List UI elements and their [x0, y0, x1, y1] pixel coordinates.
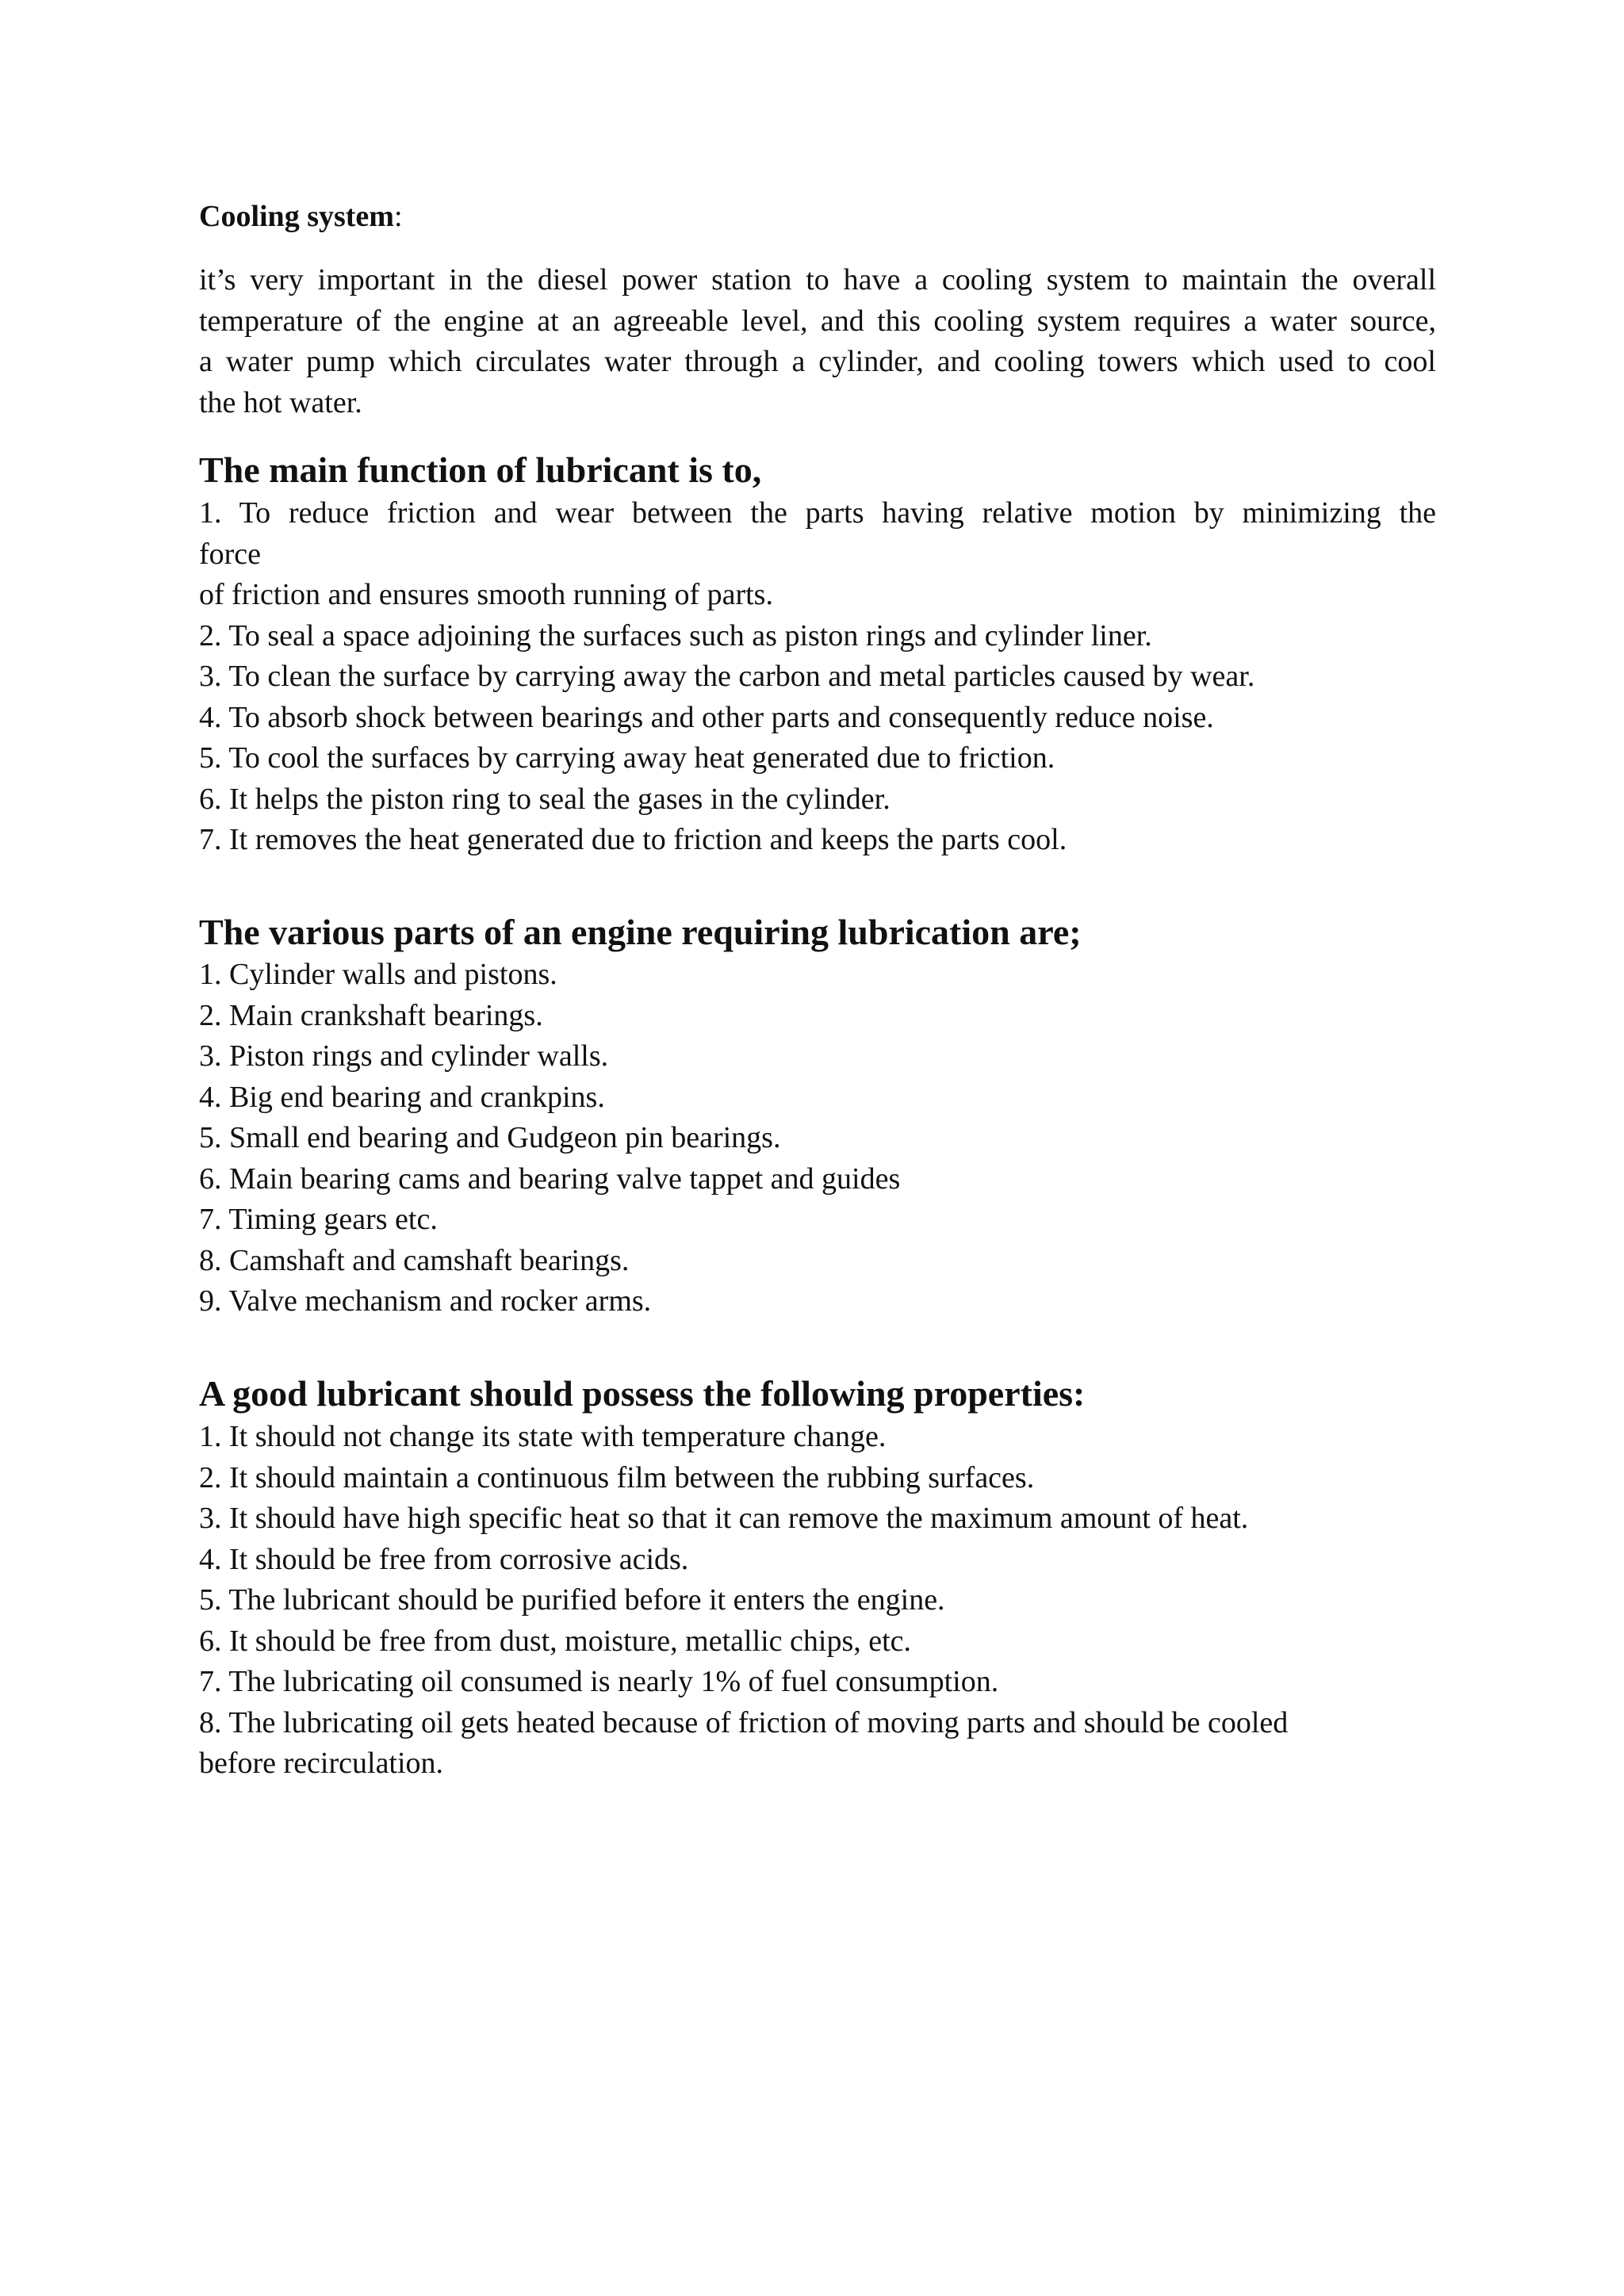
paragraph-line: the hot water.: [199, 385, 362, 419]
list-item: 6. It should be free from dust, moisture, metallic chips, etc.: [199, 1624, 912, 1658]
list-item: 9. Valve mechanism and rocker arms.: [199, 1284, 652, 1318]
list-item: 7. Timing gears etc.: [199, 1203, 438, 1236]
paragraph-line: it’s very important in the diesel power station to have a cooling system to maintain the overall: [199, 263, 1436, 297]
engine-parts-list: [199, 955, 1436, 1322]
list-item: 7. It removes the heat generated due to friction and keeps the parts cool.: [199, 823, 1067, 856]
cooling-system-paragraph: [199, 260, 1436, 423]
list-item: 6. Main bearing cams and bearing valve tappet and guides: [199, 1161, 901, 1196]
list-item-continuation: force: [199, 537, 262, 571]
list-item: 1. To reduce friction and wear between the parts having relative motion by minimizing the: [199, 496, 1436, 530]
list-item: 2. It should maintain a continuous film between the rubbing surfaces.: [199, 1460, 1035, 1494]
paragraph-line: a water pump which circulates water through a cylinder, and cooling towers which used to cool: [199, 345, 1436, 378]
cooling-system-heading-colon: :: [393, 200, 403, 233]
engine-parts-heading: The various parts of an engine requiring lubrication are;: [199, 912, 1082, 952]
list-item: 4. To absorb shock between bearings and other parts and consequently reduce noise.: [199, 700, 1214, 734]
list-item: 5. To cool the surfaces by carrying away heat generated due to friction.: [199, 741, 1055, 775]
list-item: 4. It should be free from corrosive acids.: [199, 1542, 689, 1576]
lubricant-functions-heading: The main function of lubricant is to,: [199, 450, 762, 490]
list-item: 1. It should not change its state with temperature change.: [199, 1420, 887, 1453]
list-item: 5. Small end bearing and Gudgeon pin bearings.: [199, 1121, 781, 1154]
list-item-continuation: of friction and ensures smooth running of parts.: [199, 578, 773, 611]
list-item: 8. The lubricating oil gets heated because of friction of moving parts and should be cooled: [199, 1705, 1289, 1739]
cooling-system-heading-text: Cooling system: [199, 200, 394, 233]
list-item: 8. Camshaft and camshaft bearings.: [199, 1243, 630, 1277]
cooling-system-heading: [199, 197, 403, 236]
list-item: 1. Cylinder walls and pistons.: [199, 958, 557, 991]
lubricant-functions-list: [199, 493, 1436, 861]
lubricant-properties-heading: A good lubricant should possess the following properties:: [199, 1373, 1086, 1414]
list-item: 2. Main crankshaft bearings.: [199, 998, 543, 1032]
list-item-continuation: before recirculation.: [199, 1747, 444, 1780]
paragraph-line: temperature of the engine at an agreeable level, and this cooling system requires a water source,: [199, 304, 1436, 338]
list-item: 3. Piston rings and cylinder walls.: [199, 1039, 609, 1073]
list-item: 7. The lubricating oil consumed is nearly 1% of fuel consumption.: [199, 1665, 999, 1698]
list-item: 5. The lubricant should be purified before it enters the engine.: [199, 1583, 945, 1617]
list-item: 6. It helps the piston ring to seal the gases in the cylinder.: [199, 782, 891, 816]
list-item: 2. To seal a space adjoining the surfaces such as piston rings and cylinder liner.: [199, 618, 1152, 652]
lubricant-properties-list: [199, 1417, 1436, 1785]
list-item: 3. To clean the surface by carrying away the carbon and metal particles caused by wear.: [199, 660, 1255, 693]
list-item: 3. It should have high specific heat so that it can remove the maximum amount of heat.: [199, 1502, 1249, 1535]
list-item: 4. Big end bearing and crankpins.: [199, 1080, 605, 1114]
